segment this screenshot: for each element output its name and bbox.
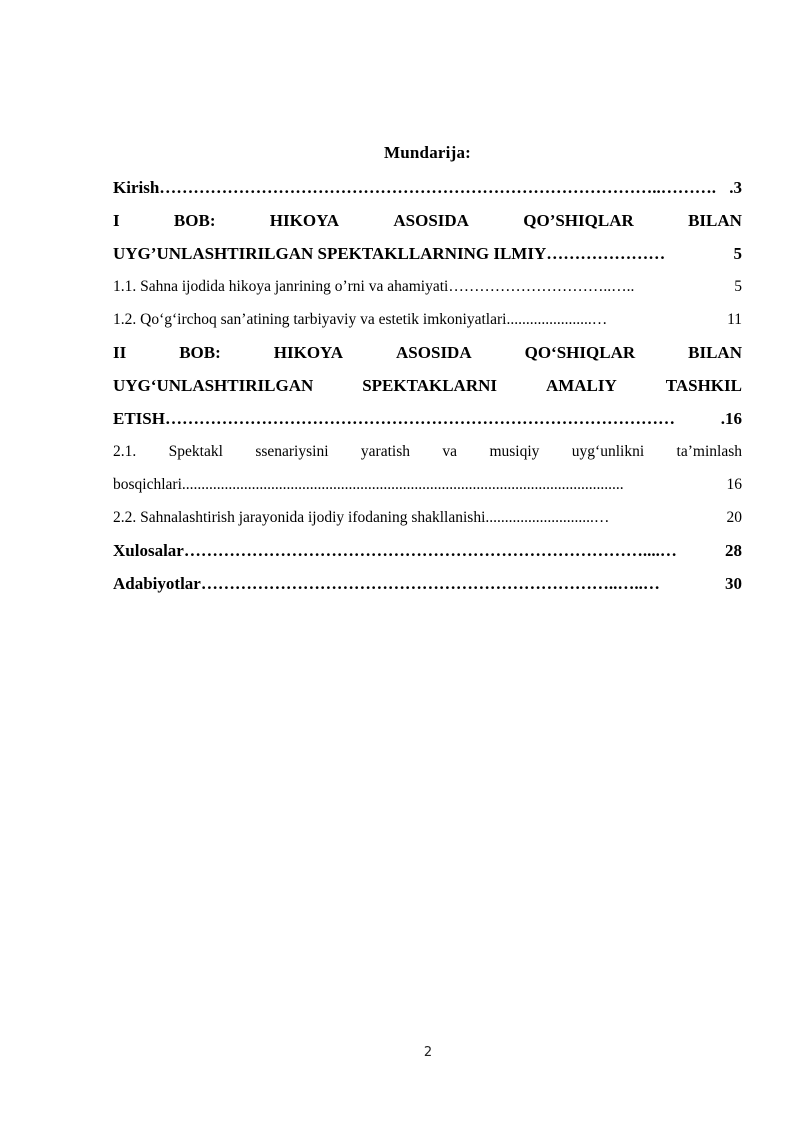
- toc-word: ssenariysini: [255, 443, 329, 460]
- toc-word: BOB:: [173, 211, 216, 230]
- toc-entry-text: Adabiyotlar: [113, 574, 201, 593]
- toc-entry-chapter-1-line-1: [113, 204, 742, 237]
- toc-page-number: 28: [725, 541, 742, 560]
- toc-leader-dots: ………………………………………………………………………………: [164, 409, 675, 428]
- toc-word: UYG‘UNLASHTIRILGAN: [113, 376, 314, 395]
- toc-page-number: 16: [726, 476, 742, 493]
- toc-entry-text: 1.1. Sahna ijodida hikoya janrining o’rni va ahamiyati: [113, 278, 449, 295]
- toc-entry-section-2-1-line-2: [113, 468, 742, 501]
- toc-leader-dots: ………………………………………………………………..…..…: [200, 574, 660, 593]
- toc-page-number: .16: [720, 409, 742, 428]
- toc-word: BILAN: [688, 211, 742, 230]
- toc-leader-dots: ..................................................................................................................: [181, 476, 624, 493]
- toc-word: va: [442, 443, 458, 460]
- toc-entry-text: bosqichlari: [113, 476, 182, 493]
- toc-entry-text: 1.2. Qo‘g‘irchoq san’atining tarbiyaviy va estetik imkoniyatlari: [113, 311, 507, 328]
- toc-page-number: 30: [725, 574, 742, 593]
- toc-word: BOB:: [179, 343, 221, 362]
- toc-word: HIKOYA: [269, 211, 340, 230]
- toc-leader-dots: ............................…: [485, 509, 610, 526]
- toc-page-number: 11: [727, 311, 742, 328]
- toc-entry-chapter-2-line-1: [113, 336, 742, 369]
- toc-word: ASOSIDA: [393, 211, 469, 230]
- toc-leader-dots: ………………………………………………………………………....…: [183, 541, 677, 560]
- toc-entry-text: Xulosalar: [113, 541, 184, 560]
- toc-word: ASOSIDA: [396, 343, 472, 362]
- toc-word: SPEKTAKLARNI: [362, 376, 497, 395]
- toc-leader-dots: ......................…: [506, 311, 608, 328]
- toc-page-number: 5: [733, 244, 742, 263]
- toc-word: yaratish: [360, 443, 410, 460]
- toc-word: TASHKIL: [665, 376, 742, 395]
- toc-word: 2.1.: [113, 443, 137, 460]
- toc-page-number: 20: [726, 509, 742, 526]
- page-number: 2: [423, 1045, 433, 1060]
- toc-entry-chapter-2-line-2: [113, 369, 742, 402]
- toc-word: QO‘SHIQLAR: [524, 343, 636, 362]
- toc-title: Mundarija:: [384, 143, 471, 162]
- toc-word: ta’minlash: [676, 443, 742, 460]
- toc-page-number: 5: [734, 278, 742, 295]
- toc-entry-introduction: [113, 171, 742, 204]
- toc-entry-chapter-2-line-3: [113, 402, 742, 435]
- toc-word: II: [113, 343, 127, 362]
- toc-word: I: [113, 211, 120, 230]
- toc-word: musiqiy: [489, 443, 540, 460]
- toc-entry-section-1-2: [113, 303, 742, 336]
- toc-entry-text: ETISH: [113, 409, 165, 428]
- toc-word: BILAN: [688, 343, 742, 362]
- toc-entry-section-2-1-line-1: [113, 435, 742, 468]
- toc-entry-text: UYG’UNLASHTIRILGAN SPEKTAKLLARNING ILMIY: [113, 244, 547, 263]
- toc-word: AMALIY: [545, 376, 617, 395]
- toc-entry-text: Kirish: [113, 178, 160, 197]
- toc-leader-dots: ……………………………………………………………………………..……….: [159, 178, 717, 197]
- table-of-contents: [113, 140, 742, 600]
- toc-word: Spektakl: [168, 443, 223, 460]
- toc-entry-chapter-1-line-2: [113, 237, 742, 270]
- toc-word: uyg‘unlikni: [571, 443, 645, 460]
- toc-leader-dots: …………………………..…..: [448, 278, 635, 295]
- toc-entry-section-1-1: [113, 270, 742, 303]
- toc-word: QO’SHIQLAR: [523, 211, 634, 230]
- toc-entry-references: [113, 567, 742, 600]
- toc-entry-text: 2.2. Sahnalashtirish jarayonida ijodiy ifodaning shakllanishi: [113, 509, 486, 526]
- toc-word: HIKOYA: [273, 343, 344, 362]
- toc-leader-dots: …………………: [546, 244, 666, 263]
- toc-entry-conclusions: [113, 534, 742, 567]
- toc-entry-section-2-2: [113, 501, 742, 534]
- toc-page-number: .3: [729, 178, 742, 197]
